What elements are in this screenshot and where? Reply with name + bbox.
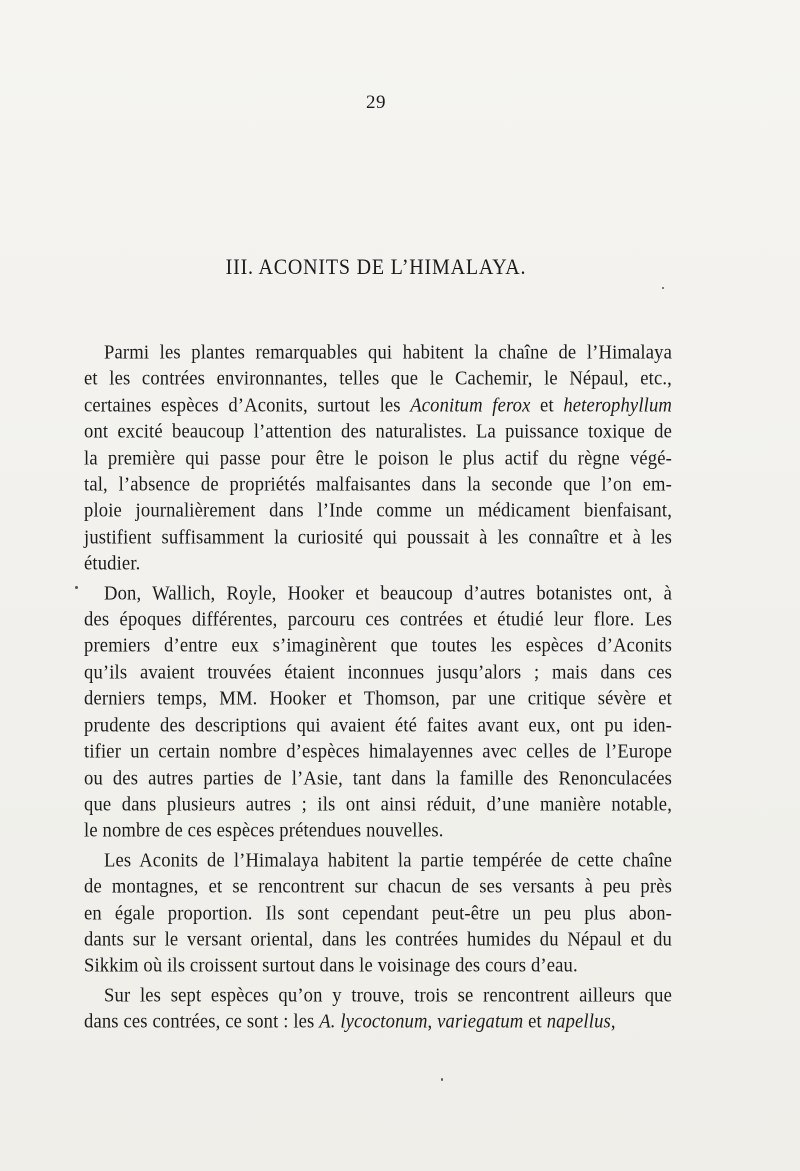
- text-run: justifient suffisamment la curiosité qui poussait à les connaître et à les: [84, 525, 672, 549]
- text-line: [84, 550, 672, 579]
- text-line: [84, 632, 672, 661]
- text-line: [84, 606, 672, 635]
- section-title: III. ACONITS DE L’HIMALAYA.: [225, 255, 527, 280]
- text-run: ou des autres parties de l’Asie, tant dans la famille des Renonculacées: [84, 766, 672, 790]
- text-run: dants sur le versant oriental, dans les contrées humides du Népaul et du: [84, 928, 672, 951]
- text-run: Sur les sept espèces qu’on y trouve, trois se rencontrent ailleurs que: [104, 983, 672, 1007]
- text-run: qu’ils avaient trouvées étaient inconnues jusqu’alors ; mais dans ces: [84, 660, 672, 684]
- species-name: heterophyllum: [563, 393, 672, 417]
- text-line: [84, 982, 672, 1011]
- text-line: [84, 685, 672, 714]
- print-speck: [441, 1078, 443, 1081]
- text-run: premiers d’entre eux s’imaginèrent que toutes les espèces d’Aconits: [84, 634, 672, 658]
- text-line: [84, 738, 672, 767]
- text-run: de montagnes, et se rencontrent sur chacun de ses versants à peu près: [84, 875, 672, 898]
- text-run: le nombre de ces espèces prétendues nouvelles.: [84, 819, 444, 843]
- text-run: et: [530, 393, 564, 417]
- text-line: [84, 817, 672, 846]
- text-line: [84, 497, 672, 526]
- print-speck: [75, 586, 78, 589]
- text-line: [84, 580, 672, 609]
- text-run: Parmi les plantes remarquables qui habitent la chaîne de l’Himalaya: [104, 341, 672, 364]
- page-number: 29: [366, 92, 386, 113]
- text-line: [84, 926, 672, 955]
- text-run: et: [523, 1010, 547, 1033]
- text-run: certaines espèces d’Aconits, surtout les: [84, 393, 411, 417]
- text-line: [84, 418, 672, 447]
- text-run: en égale proportion. Ils sont cependant peut-être un peu plus abon-: [84, 901, 672, 925]
- species-name: Aconitum ferox: [410, 393, 531, 417]
- text-run: étudier.: [84, 552, 141, 576]
- text-run: tal, l’absence de propriétés malfaisantes dans la seconde que l’on em-: [84, 473, 672, 496]
- text-line: [84, 659, 672, 688]
- text-run: ploie journalièrement dans l’Inde comme un médicament bienfaisant,: [84, 499, 672, 523]
- text-line: [84, 392, 672, 421]
- print-speck: [662, 287, 664, 289]
- text-run: ont excité beaucoup l’attention des naturalistes. La puissance toxique de: [84, 420, 672, 444]
- text-line: [84, 445, 672, 474]
- text-run: ,: [427, 1010, 438, 1033]
- text-line: [84, 952, 672, 981]
- text-line: [84, 899, 672, 928]
- text-line: [84, 524, 672, 553]
- text-run: Sikkim où ils croissent surtout dans le voisinage des cours d’eau.: [84, 954, 578, 978]
- text-line: [84, 873, 672, 902]
- text-run: des époques différentes, parcouru ces contrées et étudié leur flore. Les: [84, 608, 672, 631]
- text-line: [84, 764, 672, 793]
- text-line: [84, 365, 672, 394]
- text-line: [84, 712, 672, 741]
- species-name: A. lycoctonum: [319, 1010, 428, 1033]
- text-run: Don, Wallich, Royle, Hooker et beaucoup d’autres botanistes ont, à: [104, 581, 672, 605]
- text-run: Les Aconits de l’Himalaya habitent la partie tempérée de cette chaîne: [104, 848, 672, 872]
- text-run: et les contrées environnantes, telles que le Cachemir, le Népaul, etc.,: [84, 367, 672, 391]
- text-run: prudente des descriptions qui avaient été faites avant eux, ont pu iden-: [84, 713, 672, 737]
- body-text: [84, 340, 672, 1036]
- text-line: [84, 339, 672, 368]
- text-run: dans ces contrées, ce sont : les: [84, 1010, 320, 1033]
- text-line: [84, 847, 672, 876]
- text-run: ,: [610, 1010, 616, 1033]
- text-run: que dans plusieurs autres ; ils ont ainsi réduit, d’une manière notable,: [84, 793, 672, 816]
- text-run: derniers temps, MM. Hooker et Thomson, par une critique sévère et: [84, 687, 672, 711]
- text-run: tifier un certain nombre d’espèces himalayennes avec celles de l’Europe: [84, 740, 672, 763]
- text-line: [84, 791, 672, 820]
- species-name: variegatum: [437, 1010, 524, 1033]
- species-name: napellus: [546, 1010, 611, 1033]
- text-run: la première qui passe pour être le poison le plus actif du règne végé-: [84, 446, 672, 470]
- text-line: [84, 1008, 672, 1037]
- text-line: [84, 471, 672, 500]
